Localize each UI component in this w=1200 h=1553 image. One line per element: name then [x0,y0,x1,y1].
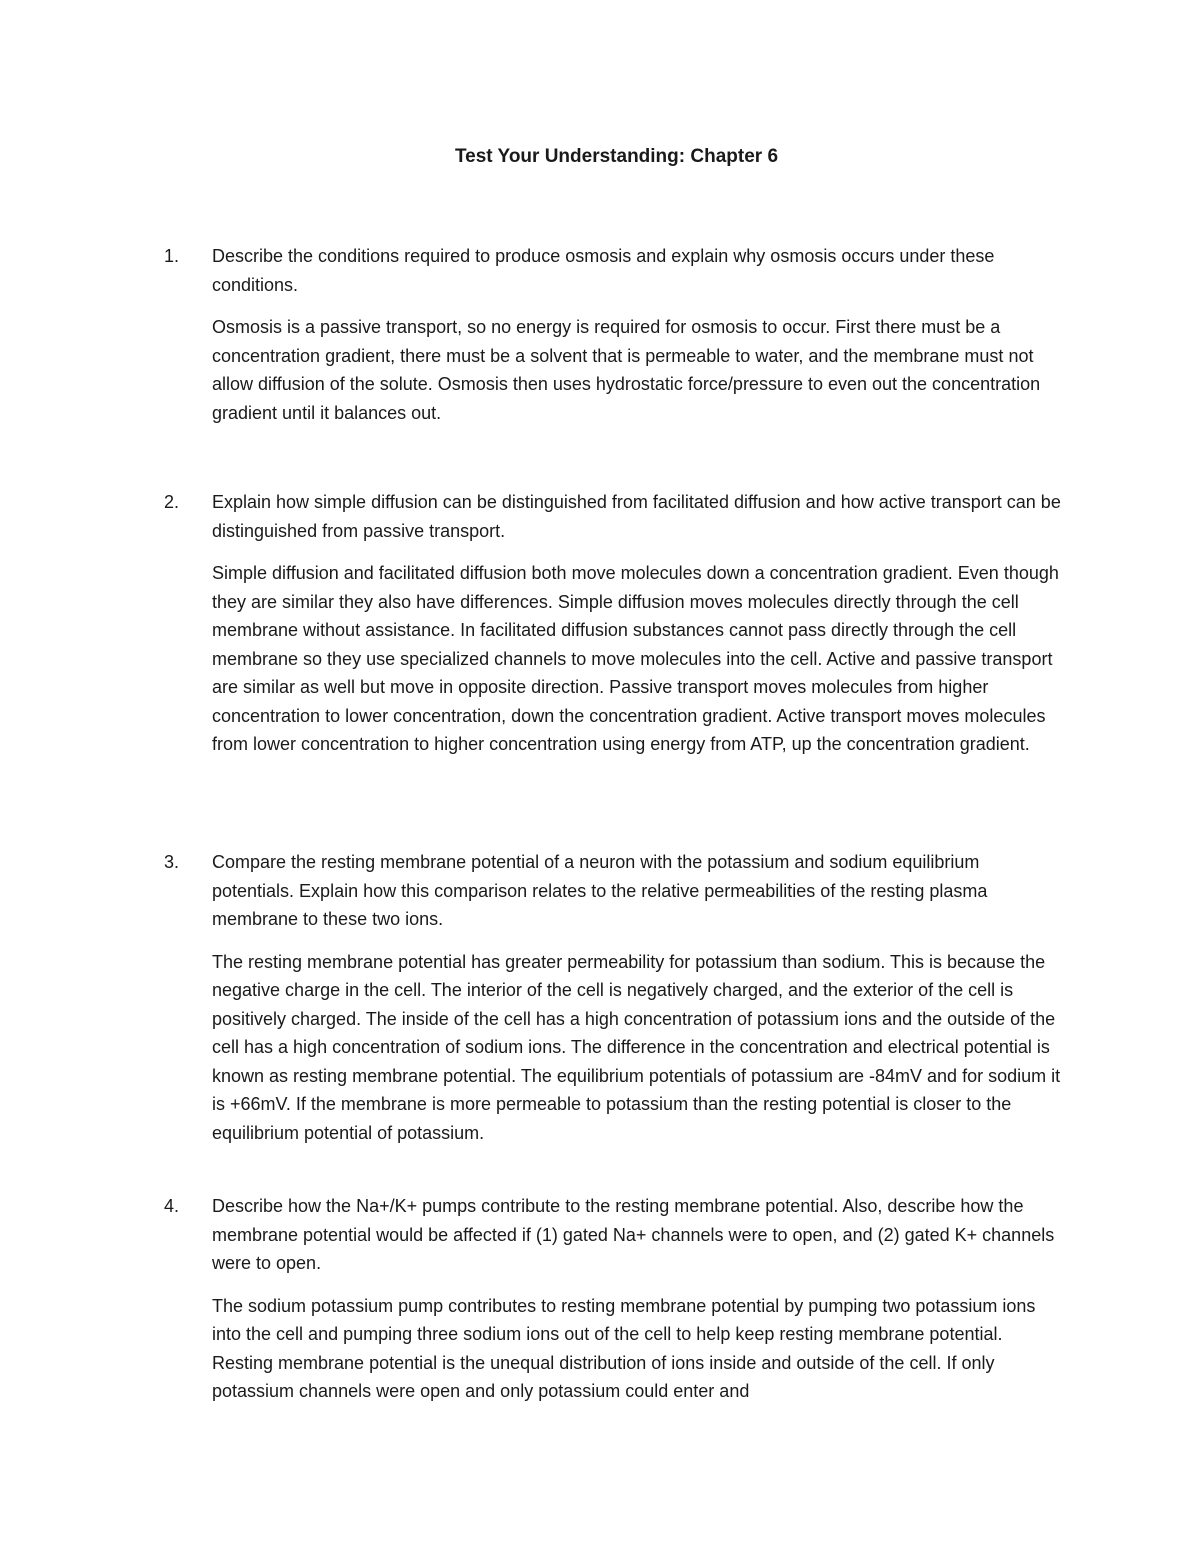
question-text: Explain how simple diffusion can be distinguished from facilitated diffusion and how active transport can be distinguished from passive transport. [212,492,1061,541]
answer-text: The sodium potassium pump contributes to resting membrane potential by pumping two potassium ions into the cell and pumping three sodium ions out of the cell to help keep resting membrane potential. Resting membrane potential is the unequal distribution of ions inside and outside of the cell. If only potassium channels were open and only potassium could enter and [212,1295,1036,1401]
question-text: Describe the conditions required to produce osmosis and explain why osmosis occurs under these conditions. [212,246,995,295]
answer-text: Simple diffusion and facilitated diffusion both move molecules down a concentration gradient. Even though they are similar they also have differences. Simple diffusion moves molecules directly through the cell membrane without assistance. In facilitated diffusion substances cannot pass directly through the cell membrane so they use specialized channels to move molecules into the cell. Active and passive transport are similar as well but move in opposite direction. Passive transport moves molecules from higher concentration to lower concentration, down the concentration gradient. Active transport moves molecules from lower concentration to higher concentration using energy from ATP, up the concentration gradient. [212,563,1059,754]
answer-text: Osmosis is a passive transport, so no energy is required for osmosis to occur. First there must be a concentration gradient, there must be a solvent that is permeable to water, and the membrane must not allow diffusion of the solute. Osmosis then uses hydrostatic force/pressure to even out the concentration gradient until it balances out. [212,317,1041,423]
question-number: 2. [164,492,180,512]
question-text: Compare the resting membrane potential of a neuron with the potassium and sodium equilibrium potentials. Explain how this comparison relates to the relative permeabilities of the resting plasma membrane to these two ions. [212,852,988,929]
question-3 [164,848,1064,1147]
question-number: 4. [164,1196,180,1216]
question-2 [164,488,1064,759]
answer-text: The resting membrane potential has greater permeability for potassium than sodium. This is because the negative charge in the cell. The interior of the cell is negatively charged, and the exterior of the cell is positively charged. The inside of the cell has a high concentration of potassium ions and the outside of the cell has a high concentration of sodium ions. The difference in the concentration and electrical potential is known as resting membrane potential. The equilibrium potentials of potassium are -84mV and for sodium it is +66mV. If the membrane is more permeable to potassium than the resting potential is closer to the equilibrium potential of potassium. [212,951,1061,1143]
question-text: Describe how the Na+/K+ pumps contribute to the resting membrane potential. Also, describe how the membrane potential would be affected if (1) gated Na+ channels were to open, and (2) gated K+ channels were to open. [212,1196,1055,1273]
page-title: Test Your Understanding: Chapter 6 [454,146,779,167]
question-4 [164,1192,1064,1406]
question-number: 1. [164,246,180,266]
question-number: 3. [164,852,180,872]
question-1 [164,242,1064,427]
